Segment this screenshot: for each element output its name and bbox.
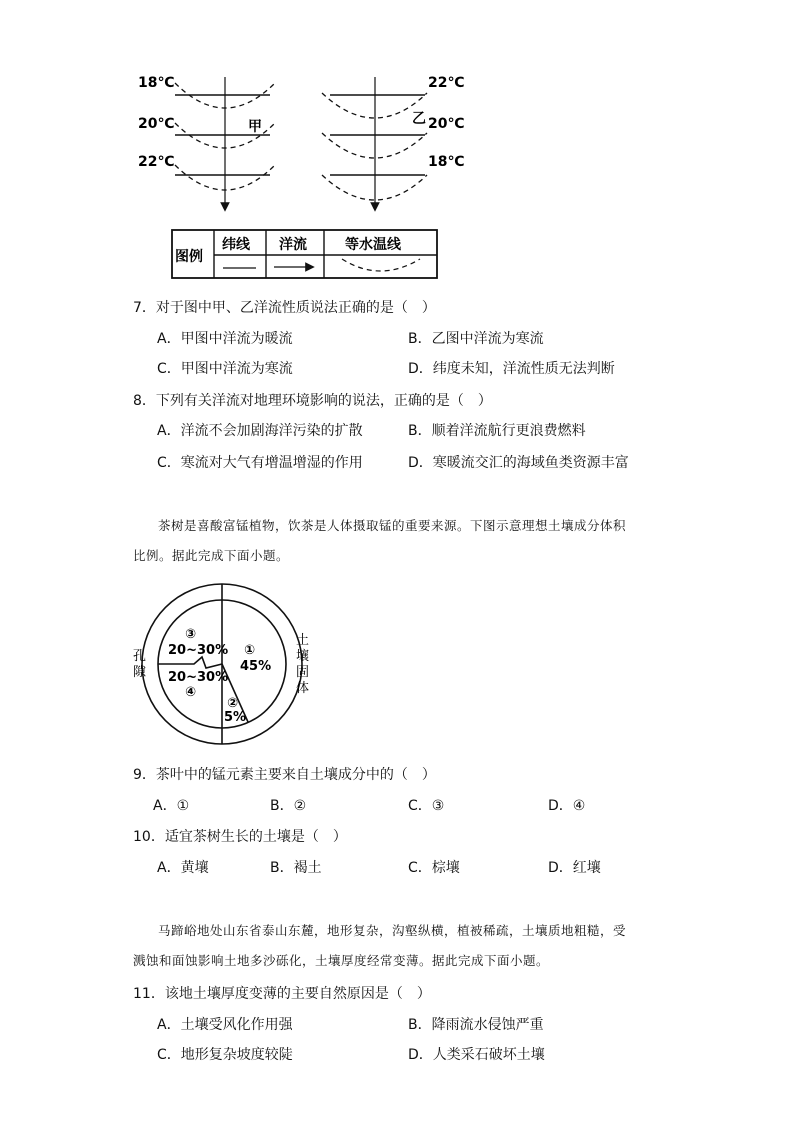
sector-2-mark: ② — [227, 696, 239, 711]
question-10-option-a[interactable]: A．黄壤 — [157, 860, 209, 876]
sector-1-mark: ① — [244, 643, 256, 658]
question-7-stem: 7．对于图中甲、乙洋流性质说法正确的是（ ） — [133, 300, 436, 316]
soil-composition-figure — [130, 582, 320, 752]
legend-isotherm-symbol — [342, 259, 420, 271]
question-8-option-a[interactable]: A．洋流不会加剧海洋污染的扩散 — [157, 423, 363, 439]
question-7-option-d[interactable]: D．纬度未知，洋流性质无法判断 — [408, 361, 615, 377]
legend-header-current: 洋流 — [279, 237, 307, 253]
question-10-option-d[interactable]: D．红壤 — [548, 860, 601, 876]
current-label-yi: 乙 — [412, 111, 426, 127]
solid-label: 土 — [296, 633, 310, 648]
question-11-option-d[interactable]: D．人类采石破坏土壤 — [408, 1047, 545, 1063]
question-9-option-c[interactable]: C．③ — [408, 798, 445, 814]
divider-zigzag — [158, 657, 222, 668]
question-7-option-c[interactable]: C．甲图中洋流为寒流 — [157, 361, 293, 377]
sector-4-mark: ④ — [185, 685, 197, 700]
question-9-option-a[interactable]: A．① — [153, 798, 190, 814]
question-9-option-d[interactable]: D．④ — [548, 798, 586, 814]
current-label-jia: 甲 — [248, 119, 262, 135]
question-9-option-b[interactable]: B．② — [270, 798, 307, 814]
legend-header-latitude: 纬线 — [222, 237, 250, 253]
sector-1-pct: 45% — [240, 659, 272, 674]
ocean-current-figure — [130, 65, 470, 285]
temp-label: 18℃ — [428, 154, 465, 170]
temp-label: 18℃ — [138, 75, 175, 91]
question-8-option-d[interactable]: D．寒暖流交汇的海域鱼类资源丰富 — [408, 455, 629, 471]
diagram-yi — [322, 75, 464, 207]
question-11-option-b[interactable]: B．降雨流水侵蚀严重 — [408, 1017, 544, 1033]
pore-label: 孔 — [133, 649, 147, 664]
question-10-option-b[interactable]: B．褐土 — [270, 860, 322, 876]
sector-3-mark: ③ — [185, 627, 197, 642]
question-11-option-a[interactable]: A．土壤受风化作用强 — [157, 1017, 293, 1033]
pore-label: 隙 — [133, 665, 147, 680]
question-10-stem: 10．适宜茶树生长的土壤是（ ） — [133, 829, 347, 845]
solid-label: 壤 — [296, 649, 310, 664]
sector-4-pct: 20~30% — [168, 670, 229, 685]
question-8-option-c[interactable]: C．寒流对大气有增温增湿的作用 — [157, 455, 363, 471]
temp-label: 22℃ — [428, 75, 465, 91]
legend-title: 图例 — [175, 249, 203, 265]
diagram-jia — [138, 75, 275, 207]
question-8-option-b[interactable]: B．顺着洋流航行更浪费燃料 — [408, 423, 586, 439]
temp-label: 22℃ — [138, 154, 175, 170]
question-8-stem: 8．下列有关洋流对地理环境影响的说法，正确的是（ ） — [133, 393, 492, 409]
passage-mati-line-2: 溅蚀和面蚀影响土地多沙砾化，土壤厚度经常变薄。据此完成下面小题。 — [133, 953, 550, 968]
solid-label: 固 — [296, 665, 310, 680]
question-11-stem: 11．该地土壤厚度变薄的主要自然原因是（ ） — [133, 986, 431, 1002]
question-9-stem: 9．茶叶中的锰元素主要来自土壤成分中的（ ） — [133, 767, 436, 783]
passage-mati-line-1: 马蹄峪地处山东省泰山东麓，地形复杂，沟壑纵横，植被稀疏，土壤质地粗糙，受 — [158, 923, 627, 938]
question-11-option-c[interactable]: C．地形复杂坡度较陡 — [157, 1047, 293, 1063]
question-7-option-a[interactable]: A．甲图中洋流为暖流 — [157, 331, 293, 347]
legend — [172, 230, 437, 278]
sector-2-pct: 5% — [224, 710, 247, 725]
question-7-option-b[interactable]: B．乙图中洋流为寒流 — [408, 331, 544, 347]
legend-header-isotherm: 等水温线 — [345, 237, 401, 253]
passage-tea-line-1: 茶树是喜酸富锰植物，饮茶是人体摄取锰的重要来源。下图示意理想土壤成分体积 — [158, 518, 627, 533]
solid-label: 体 — [296, 681, 310, 696]
temp-label: 20℃ — [428, 116, 465, 132]
temp-label: 20℃ — [138, 116, 175, 132]
passage-tea-line-2: 比例。据此完成下面小题。 — [133, 548, 290, 563]
question-10-option-c[interactable]: C．棕壤 — [408, 860, 460, 876]
sector-3-pct: 20~30% — [168, 643, 229, 658]
